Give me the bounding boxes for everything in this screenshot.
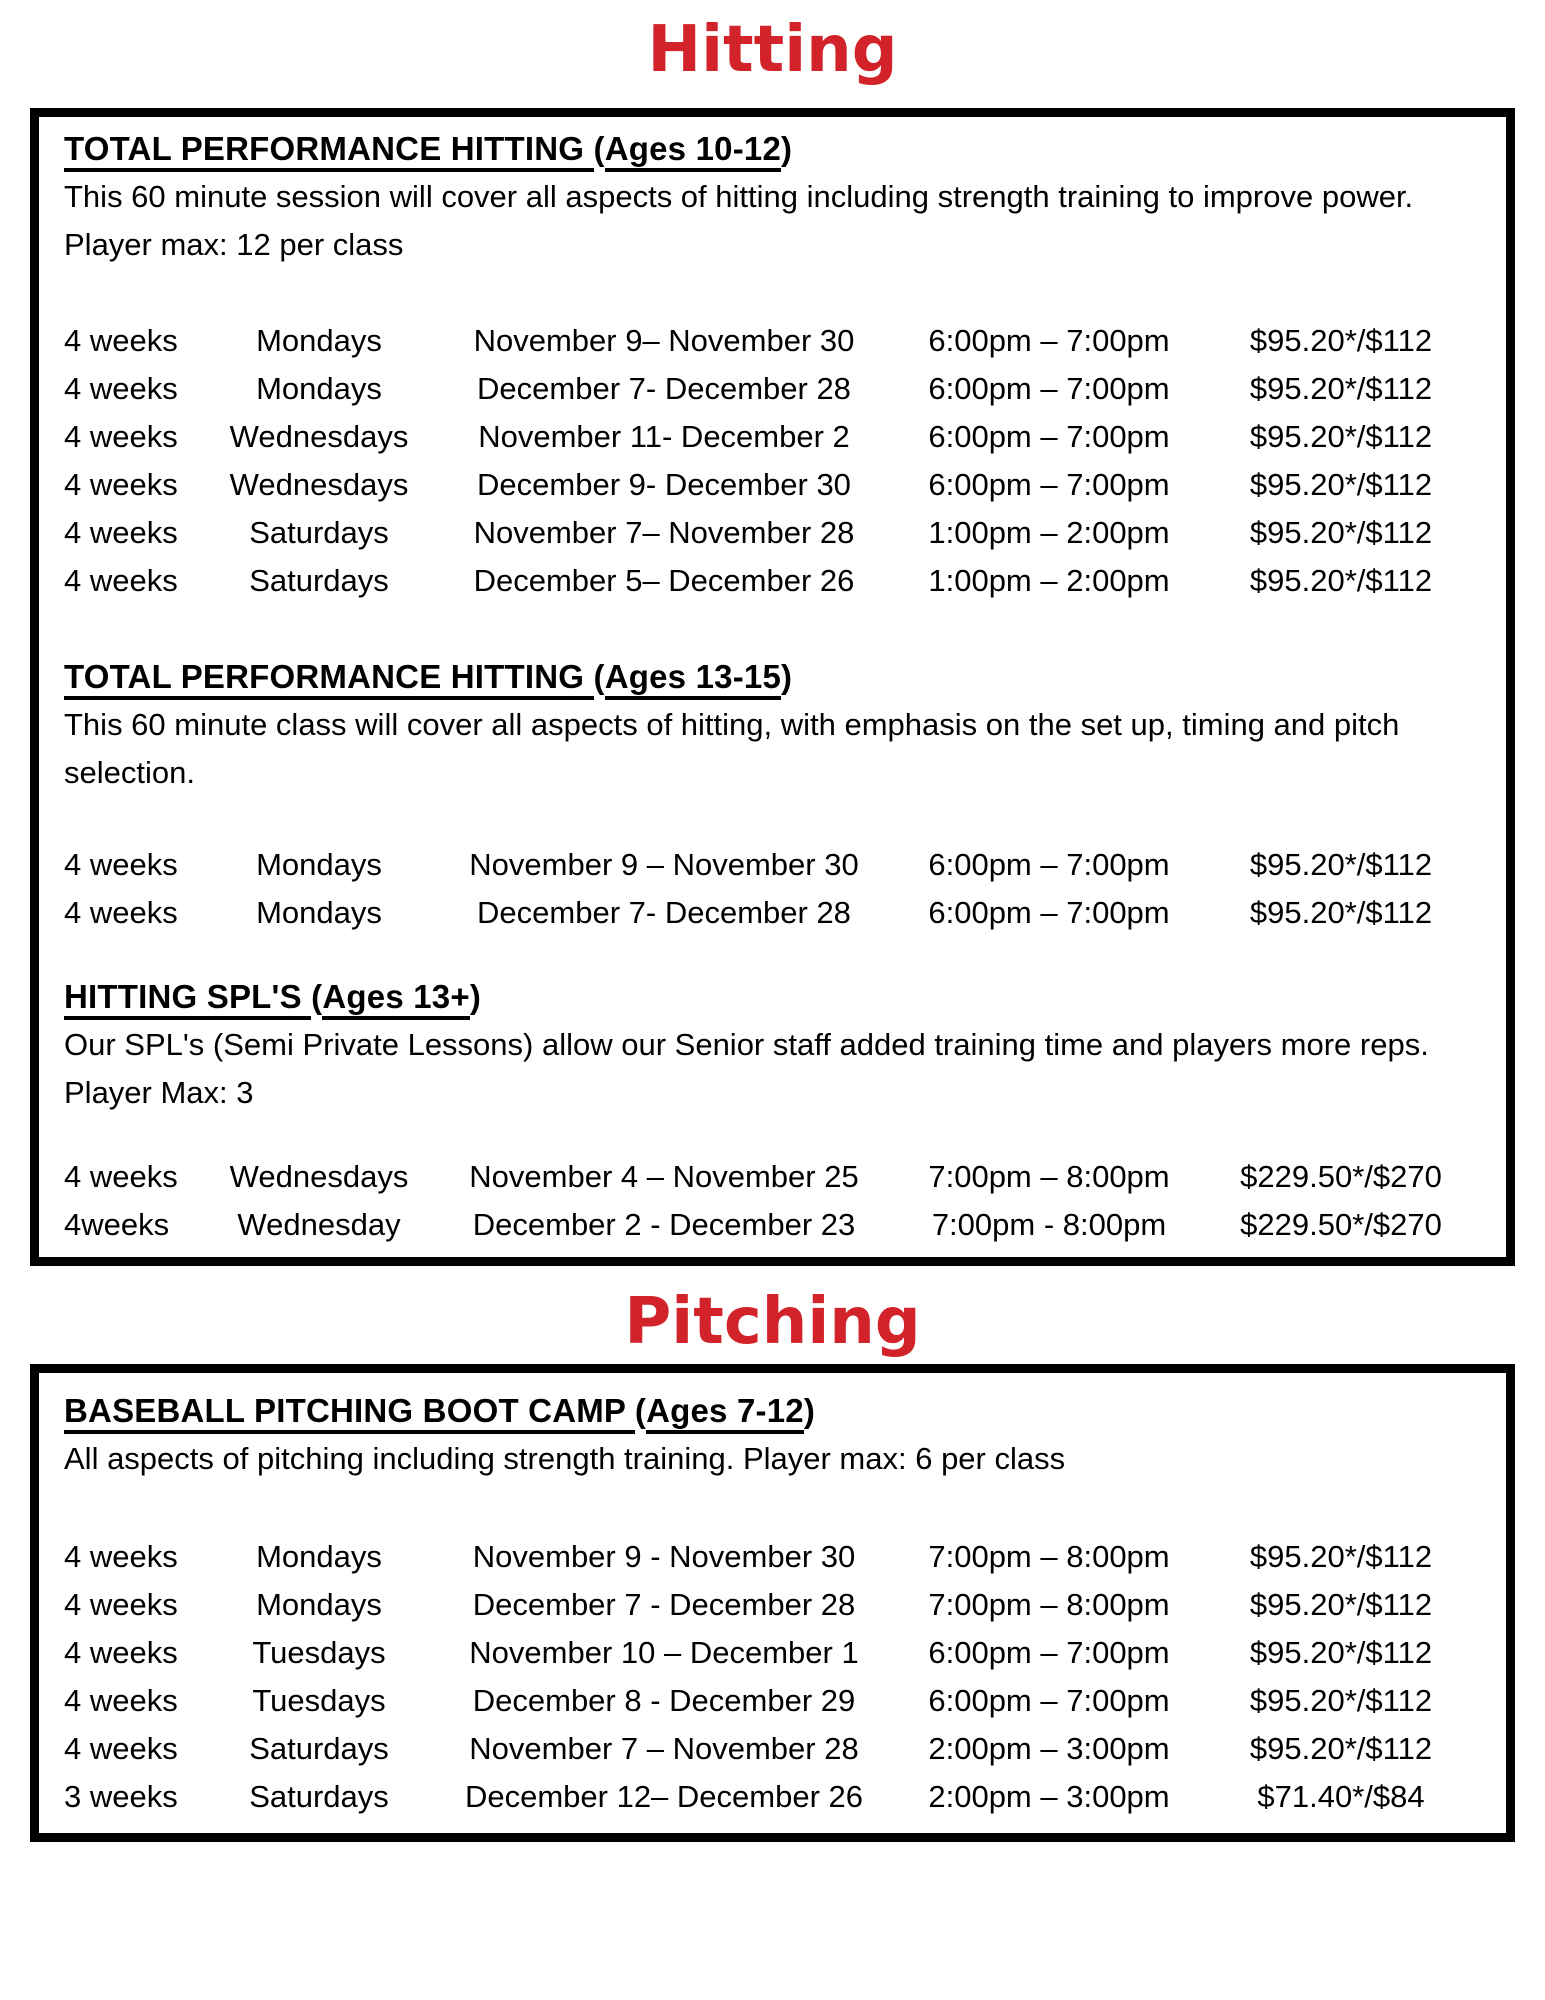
hitting-schedule-box	[30, 108, 1515, 1266]
row-dates: November 10 – December 1	[469, 1635, 859, 1670]
row-dates: November 11- December 2	[478, 419, 850, 454]
section-description: Our SPL's (Semi Private Lessons) allow our Senior staff added training time and players more reps. Player Max: 3	[64, 1027, 1429, 1110]
row-duration: 4 weeks	[64, 847, 178, 882]
row-price: $71.40*/$84	[1257, 1779, 1425, 1814]
row-price: $95.20*/$112	[1249, 1683, 1433, 1718]
row-day: Saturdays	[249, 563, 389, 598]
row-day: Mondays	[256, 1587, 382, 1622]
row-dates: November 7– November 28	[473, 515, 855, 550]
row-day: Mondays	[256, 895, 382, 930]
schedule-row	[64, 1725, 1488, 1773]
schedule-row	[64, 365, 1488, 413]
row-dates: December 2 - December 23	[472, 1207, 856, 1242]
row-time: 6:00pm – 7:00pm	[928, 895, 1170, 930]
row-duration: 3 weeks	[64, 1779, 178, 1814]
schedule-row	[64, 889, 1488, 937]
row-dates: December 12– December 26	[464, 1779, 864, 1814]
row-price: $95.20*/$112	[1249, 895, 1433, 930]
row-duration: 4 weeks	[64, 371, 178, 406]
schedule-row	[64, 1153, 1488, 1201]
row-price: $95.20*/$112	[1249, 467, 1433, 502]
course-section	[64, 125, 1488, 605]
schedule-row	[64, 1773, 1488, 1821]
row-dates: November 9– November 30	[473, 323, 855, 358]
row-price: $95.20*/$112	[1249, 323, 1433, 358]
row-price: $229.50*/$270	[1240, 1207, 1442, 1242]
schedule-row	[64, 413, 1488, 461]
schedule	[64, 1533, 1488, 1821]
row-day: Wednesdays	[229, 467, 409, 502]
row-day: Saturdays	[249, 515, 389, 550]
schedule-row	[64, 1629, 1488, 1677]
row-time: 7:00pm - 8:00pm	[931, 1207, 1167, 1242]
row-duration: 4 weeks	[64, 1539, 178, 1574]
row-time: 6:00pm – 7:00pm	[928, 1683, 1170, 1718]
row-day: Tuesdays	[252, 1635, 386, 1670]
row-duration: 4 weeks	[64, 1159, 178, 1194]
row-time: 6:00pm – 7:00pm	[928, 847, 1170, 882]
schedule	[64, 317, 1488, 605]
row-duration: 4 weeks	[64, 895, 178, 930]
row-duration: 4weeks	[64, 1207, 170, 1242]
pitching-section-title: Pitching	[624, 1285, 921, 1359]
row-duration: 4 weeks	[64, 1635, 178, 1670]
row-dates: December 7- December 28	[477, 371, 851, 406]
course-section	[64, 653, 1488, 937]
course-section	[64, 973, 1488, 1249]
row-duration: 4 weeks	[64, 515, 178, 550]
row-price: $95.20*/$112	[1249, 1731, 1433, 1766]
section-heading: TOTAL PERFORMANCE HITTING (Ages 10-12)	[64, 125, 1488, 173]
row-time: 1:00pm – 2:00pm	[928, 515, 1170, 550]
row-time: 6:00pm – 7:00pm	[928, 467, 1170, 502]
row-duration: 4 weeks	[64, 1587, 178, 1622]
section-heading: BASEBALL PITCHING BOOT CAMP (Ages 7-12)	[64, 1387, 1488, 1435]
schedule-row	[64, 1677, 1488, 1725]
row-duration: 4 weeks	[64, 1731, 178, 1766]
row-price: $95.20*/$112	[1249, 1587, 1433, 1622]
row-day: Saturdays	[249, 1731, 389, 1766]
pitching-schedule-box	[30, 1364, 1515, 1842]
row-time: 6:00pm – 7:00pm	[928, 371, 1170, 406]
row-day: Wednesday	[237, 1207, 401, 1242]
row-duration: 4 weeks	[64, 419, 178, 454]
row-price: $95.20*/$112	[1249, 847, 1433, 882]
row-day: Mondays	[256, 371, 382, 406]
row-duration: 4 weeks	[64, 467, 178, 502]
row-time: 2:00pm – 3:00pm	[928, 1779, 1170, 1814]
schedule-row	[64, 841, 1488, 889]
row-price: $95.20*/$112	[1249, 563, 1433, 598]
row-time: 2:00pm – 3:00pm	[928, 1731, 1170, 1766]
row-dates: November 9 - November 30	[472, 1539, 856, 1574]
section-description: All aspects of pitching including strength training. Player max: 6 per class	[64, 1441, 1066, 1476]
row-price: $95.20*/$112	[1249, 1539, 1433, 1574]
row-day: Mondays	[256, 847, 382, 882]
schedule-row	[64, 461, 1488, 509]
schedule-row	[64, 1581, 1488, 1629]
schedule-row	[64, 1201, 1488, 1249]
row-price: $95.20*/$112	[1249, 371, 1433, 406]
schedule	[64, 1153, 1488, 1249]
row-price: $95.20*/$112	[1249, 1635, 1433, 1670]
row-time: 7:00pm – 8:00pm	[928, 1587, 1170, 1622]
section-heading: TOTAL PERFORMANCE HITTING (Ages 13-15)	[64, 653, 1488, 701]
row-day: Tuesdays	[252, 1683, 386, 1718]
row-time: 7:00pm – 8:00pm	[928, 1159, 1170, 1194]
row-day: Mondays	[256, 323, 382, 358]
section-description: This 60 minute class will cover all aspects of hitting, with emphasis on the set up, timing and pitch selection.	[64, 707, 1400, 790]
row-time: 1:00pm – 2:00pm	[928, 563, 1170, 598]
section-description: This 60 minute session will cover all aspects of hitting including strength training to improve power. Player max: 12 per class	[64, 179, 1414, 262]
row-time: 6:00pm – 7:00pm	[928, 323, 1170, 358]
row-time: 6:00pm – 7:00pm	[928, 419, 1170, 454]
schedule-row	[64, 1533, 1488, 1581]
row-time: 7:00pm – 8:00pm	[928, 1539, 1170, 1574]
hitting-section-title: Hitting	[647, 13, 898, 87]
section-heading: HITTING SPL'S (Ages 13+)	[64, 973, 1488, 1021]
course-section	[64, 1387, 1488, 1821]
row-day: Mondays	[256, 1539, 382, 1574]
row-price: $95.20*/$112	[1249, 419, 1433, 454]
row-day: Wednesdays	[229, 1159, 409, 1194]
row-dates: December 8 - December 29	[472, 1683, 856, 1718]
row-dates: December 9- December 30	[477, 467, 851, 502]
row-day: Wednesdays	[229, 419, 409, 454]
row-dates: November 7 – November 28	[469, 1731, 859, 1766]
schedule-row	[64, 557, 1488, 605]
schedule-row	[64, 509, 1488, 557]
schedule-row	[64, 317, 1488, 365]
schedule	[64, 841, 1488, 937]
row-time: 6:00pm – 7:00pm	[928, 1635, 1170, 1670]
row-dates: December 7 - December 28	[472, 1587, 856, 1622]
row-duration: 4 weeks	[64, 563, 178, 598]
row-dates: December 7- December 28	[477, 895, 851, 930]
row-dates: November 4 – November 25	[469, 1159, 859, 1194]
row-duration: 4 weeks	[64, 1683, 178, 1718]
row-dates: December 5– December 26	[473, 563, 855, 598]
row-dates: November 9 – November 30	[469, 847, 859, 882]
row-day: Saturdays	[249, 1779, 389, 1814]
row-price: $229.50*/$270	[1240, 1159, 1442, 1194]
row-duration: 4 weeks	[64, 323, 178, 358]
row-price: $95.20*/$112	[1249, 515, 1433, 550]
